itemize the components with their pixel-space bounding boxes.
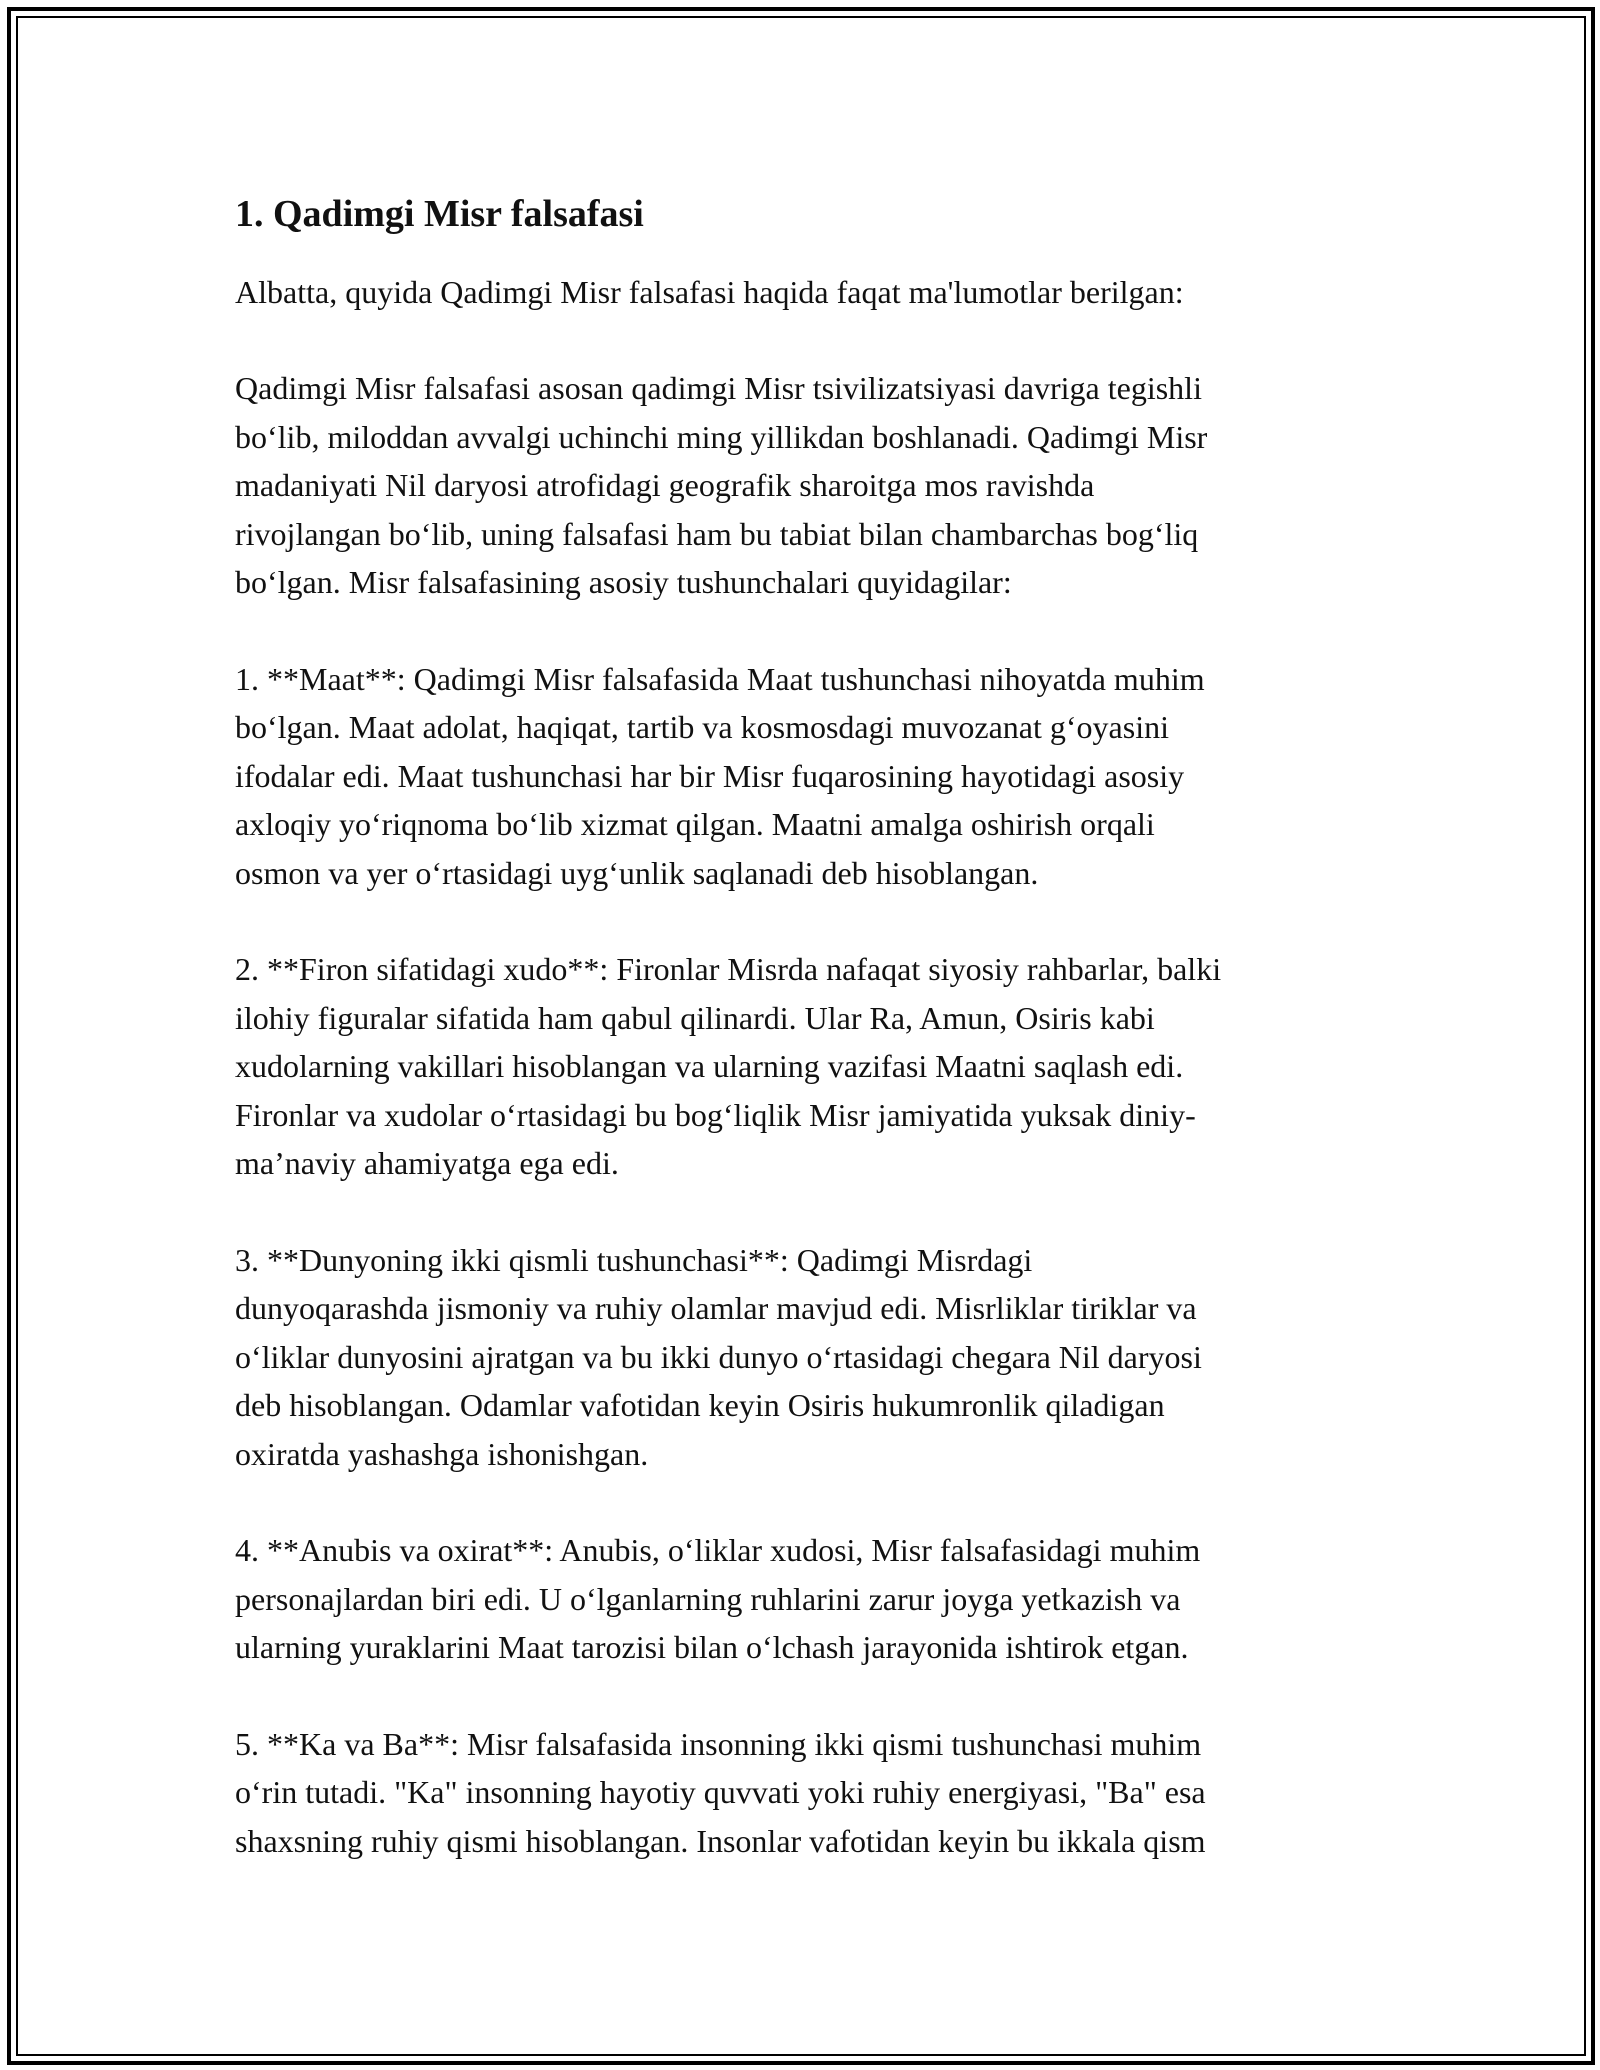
text-line: 3. **Dunyoning ikki qismli tushunchasi**: Qadimgi Misrdagi [235,1241,1033,1278]
list-item-maat [235,655,1395,898]
document-title: 1. Qadimgi Misr falsafasi [235,193,644,235]
text-line: xudolarning vakillari hisoblangan va ularning vazifasi Maatni saqlash edi. [235,1048,1184,1084]
list-item-anubis [235,1526,1395,1672]
text-line: 5. **Ka va Ba**: Misr falsafasida insonning ikki qismi tushunchasi muhim [235,1725,1202,1762]
text-line: dunyoqarashda jismoniy va ruhiy olamlar mavjud edi. Misrliklar tiriklar va [235,1290,1197,1326]
text-line: 4. **Anubis va oxirat**: Anubis, o‘liklar xudosi, Misr falsafasidagi muhim [235,1532,1201,1568]
text-line: ma’naviy ahamiyatga ega edi. [235,1145,619,1181]
text-line: personajlardan biri edi. U o‘lganlarning ruhlarini zarur joyga yetkazish va [235,1580,1181,1617]
document-body [235,188,1395,1865]
text-line: bo‘lib, miloddan avvalgi uchinchi ming yillikdan boshlanadi. Qadimgi Misr [235,418,1208,455]
text-line: o‘rin tutadi. "Ka" insonning hayotiy quvvati yoki ruhiy energiyasi, "Ba" esa [235,1774,1206,1810]
list-item-firon [235,945,1395,1188]
text-line: axloqiy yo‘riqnoma bo‘lib xizmat qilgan. Maatni amalga oshirish orqali [235,806,1155,842]
text-line: ularning yuraklarini Maat tarozisi bilan o‘lchash jarayonida ishtirok etgan. [235,1629,1189,1665]
text-line: ilohiy figuralar sifatida ham qabul qilinardi. Ular Ra, Amun, Osiris kabi [235,999,1155,1036]
text-line: bo‘lgan. Maat adolat, haqiqat, tartib va kosmosdagi muvozanat g‘oyasini [235,709,1169,745]
text-line: 1. **Maat**: Qadimgi Misr falsafasida Maat tushunchasi nihoyatda muhim [235,660,1205,697]
paragraph-overview [235,364,1395,607]
intro-paragraph: Albatta, quyida Qadimgi Misr falsafasi haqida faqat ma'lumotlar berilgan: [235,274,1184,310]
text-line: ifodalar edi. Maat tushunchasi har bir Misr fuqarosining hayotidagi asosiy [235,757,1185,794]
text-line: oxiratda yashashga ishonishgan. [235,1435,649,1472]
text-line: osmon va yer o‘rtasidagi uyg‘unlik saqlanadi deb hisoblangan. [235,854,1039,891]
list-item-dunyo [235,1236,1395,1479]
text-line: Qadimgi Misr falsafasi asosan qadimgi Misr tsivilizatsiyasi davriga tegishli [235,370,1202,406]
text-line: bo‘lgan. Misr falsafasining asosiy tushunchalari quyidagilar: [235,564,1012,600]
text-line: o‘liklar dunyosini ajratgan va bu ikki dunyo o‘rtasidagi chegara Nil daryosi [235,1338,1202,1375]
text-line: 2. **Firon sifatidagi xudo**: Fironlar Misrda nafaqat siyosiy rahbarlar, balki [235,951,1222,987]
text-line: Fironlar va xudolar o‘rtasidagi bu bog‘liqlik Misr jamiyatida yuksak diniy- [235,1096,1196,1133]
text-line: rivojlangan bo‘lib, uning falsafasi ham bu tabiat bilan chambarchas bog‘liq [235,515,1199,552]
list-item-ka-ba [235,1720,1395,1866]
text-line: shaxsning ruhiy qismi hisoblangan. Insonlar vafotidan keyin bu ikkala qism [235,1822,1206,1859]
text-line: madaniyati Nil daryosi atrofidagi geografik sharoitga mos ravishda [235,467,1095,503]
text-line: deb hisoblangan. Odamlar vafotidan keyin Osiris hukumronlik qiladigan [235,1387,1165,1423]
